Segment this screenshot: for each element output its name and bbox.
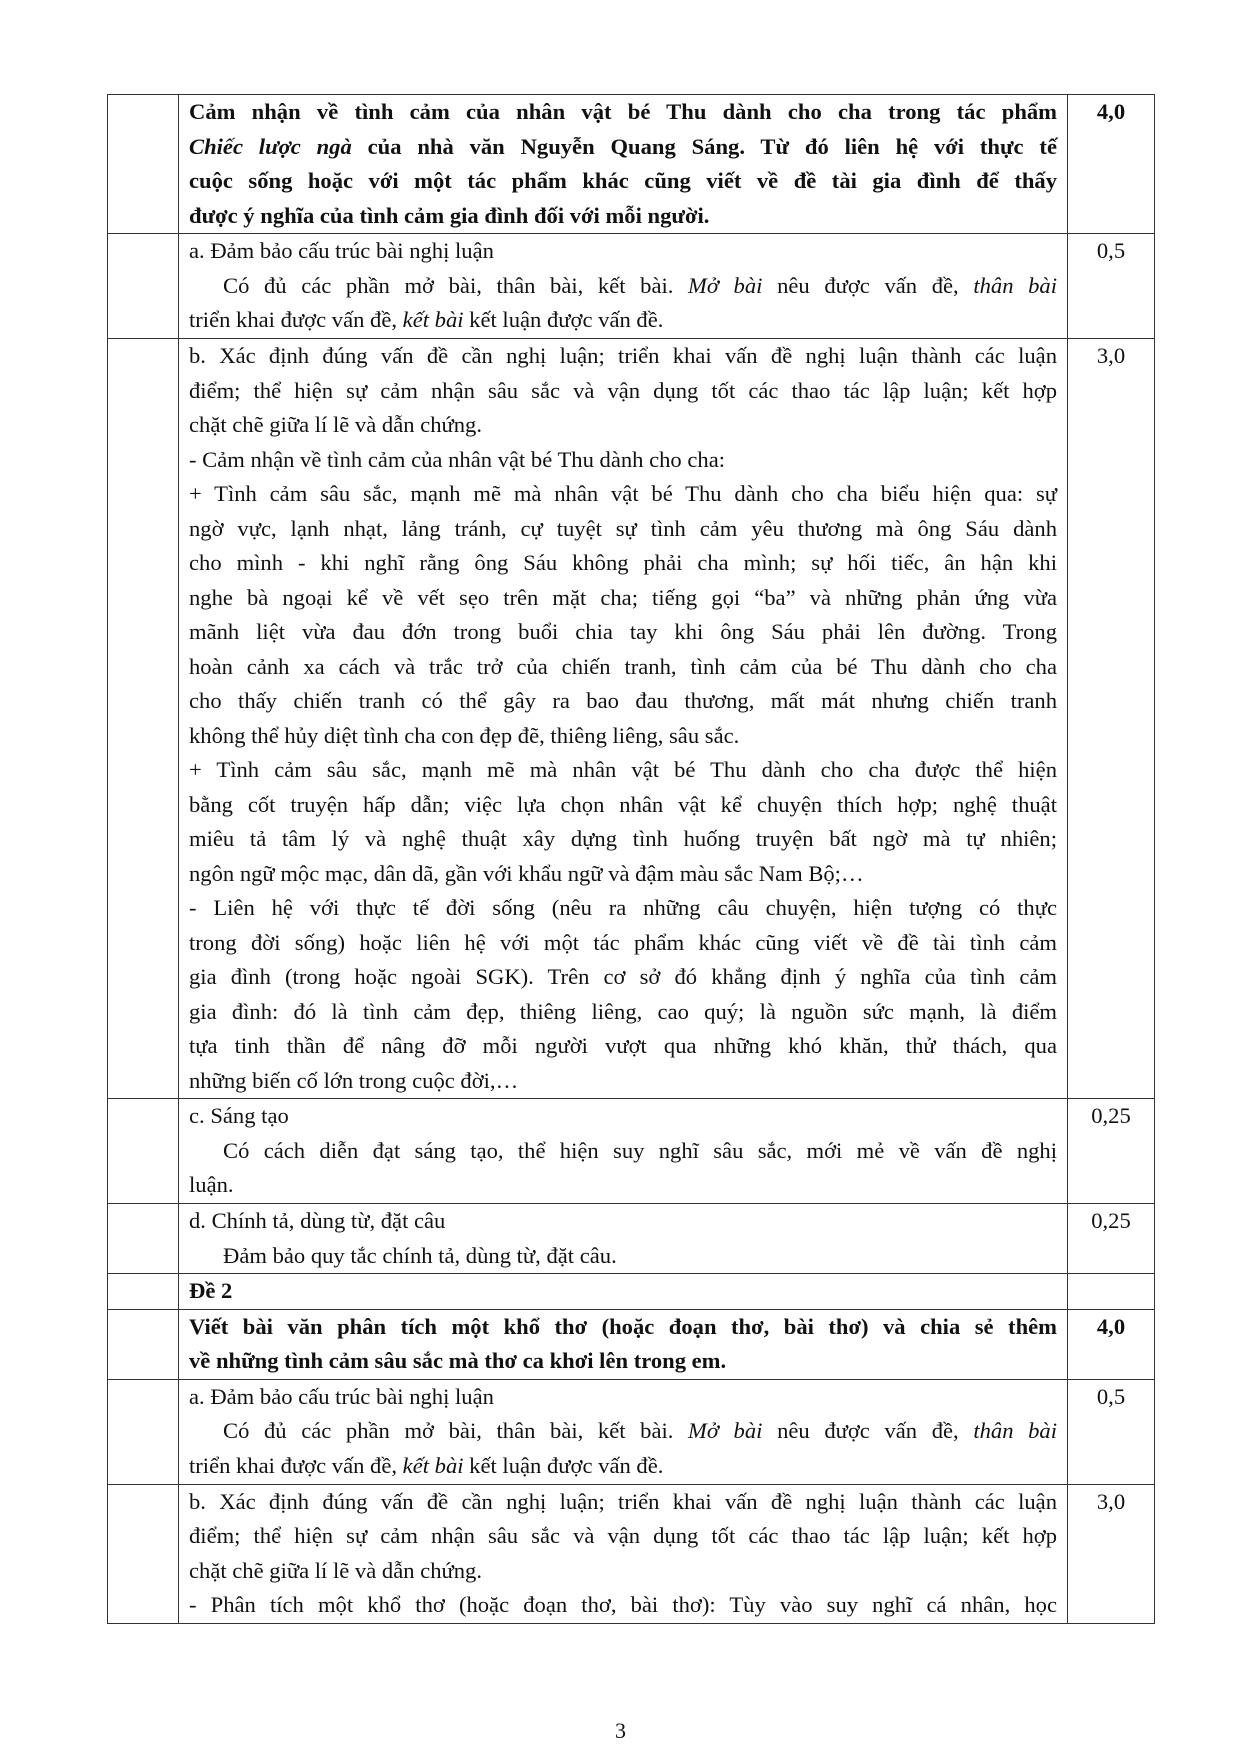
section-heading bbox=[179, 1274, 1068, 1310]
text-line: hoàn cảnh xa cách và trắc trở của chiến tranh, tình cảm của bé Thu dành cho cha bbox=[189, 653, 1057, 679]
text-line: điểm; thể hiện sự cảm nhận sâu sắc và vận dụng tốt các thao tác lập luận; kết hợp bbox=[189, 1523, 1057, 1548]
table-row bbox=[108, 1484, 1155, 1623]
score-cell bbox=[1068, 234, 1155, 339]
empty-cell bbox=[108, 1274, 179, 1310]
score-value: 4,0 bbox=[1096, 99, 1126, 124]
text-line: b. Xác định đúng vấn đề cần nghị luận; triển khai vấn đề nghị luận thành các luận bbox=[189, 1488, 1057, 1514]
text-line: nghe bà ngoại kể về vết sẹo trên mặt cha; tiếng gọi “ba” và những phản ứng vừa bbox=[189, 584, 1057, 610]
text-line: - Phân tích một khổ thơ (hoặc đoạn thơ, bài thơ): Tùy vào suy nghĩ cá nhân, học bbox=[189, 1592, 1057, 1617]
empty-cell bbox=[108, 1204, 179, 1274]
score-cell bbox=[1068, 95, 1155, 234]
question-de2 bbox=[179, 1309, 1068, 1379]
score-value: 0,5 bbox=[1096, 238, 1126, 263]
text-line: gia đình: đó là tình cảm đẹp, thiêng liêng, cao quý; là nguồn sức mạnh, là điểm bbox=[189, 998, 1057, 1024]
text-line: Đảm bảo quy tắc chính tả, dùng từ, đặt câu. bbox=[223, 1242, 617, 1268]
score-value: 0,5 bbox=[1096, 1383, 1126, 1409]
text-line: cuộc sống hoặc với một tác phẩm khác cũng viết về đề tài gia đình để thấy bbox=[189, 168, 1057, 193]
criterion-title: d. Chính tả, dùng từ, đặt câu bbox=[189, 1208, 446, 1233]
text-span: Mở bài bbox=[688, 272, 763, 298]
empty-score-cell bbox=[1068, 1274, 1155, 1310]
criterion-title: a. Đảm bảo cấu trúc bài nghị luận bbox=[189, 1383, 494, 1409]
text-line: bằng cốt truyện hấp dẫn; việc lựa chọn nhân vật kể chuyện thích hợp; nghệ thuật bbox=[189, 791, 1057, 817]
empty-cell bbox=[108, 1099, 179, 1204]
text-line bbox=[189, 269, 1057, 304]
text-line: tựa tinh thần để nâng đỡ mỗi người vượt qua những khó khăn, thử thách, qua bbox=[189, 1033, 1057, 1058]
criterion-title: a. Đảm bảo cấu trúc bài nghị luận bbox=[189, 238, 494, 263]
criterion-title: c. Sáng tạo bbox=[189, 1103, 289, 1128]
text-span: triển khai được vấn đề, bbox=[189, 307, 403, 332]
text-line: Viết bài văn phân tích một khổ thơ (hoặc đoạn thơ, bài thơ) và chia sẻ thêm bbox=[189, 1313, 1057, 1339]
empty-cell bbox=[108, 1379, 179, 1484]
text-line: được ý nghĩa của tình cảm gia đình đối với mỗi người. bbox=[189, 202, 710, 228]
text-line: Cảm nhận về tình cảm của nhân vật bé Thu dành cho cha trong tác phẩm bbox=[189, 99, 1057, 124]
text-span: kết bài bbox=[402, 307, 464, 332]
text-span: Có đủ các phần mở bài, thân bài, kết bài. bbox=[223, 1418, 689, 1443]
text-line: chặt chẽ giữa lí lẽ và dẫn chứng. bbox=[189, 412, 482, 437]
table-row bbox=[108, 1204, 1155, 1274]
text-line: - Liên hệ với thực tế đời sống (nêu ra những câu chuyện, hiện tượng có thực bbox=[189, 895, 1057, 920]
table-row bbox=[108, 1309, 1155, 1379]
score-value: 3,0 bbox=[1096, 1488, 1126, 1514]
table-row bbox=[108, 234, 1155, 339]
table-row bbox=[108, 1099, 1155, 1204]
table-row bbox=[108, 1379, 1155, 1484]
text-line: về những tình cảm sâu sắc mà thơ ca khơi lên trong em. bbox=[189, 1348, 727, 1373]
question-de1 bbox=[179, 95, 1068, 234]
text-line: gia đình (trong hoặc ngoài SGK). Trên cơ sở đó khẳng định ý nghĩa của tình cảm bbox=[189, 964, 1057, 989]
table-row bbox=[108, 339, 1155, 1099]
text-span: thân bài bbox=[973, 272, 1057, 298]
text-line: mãnh liệt vừa đau đớn trong buổi chia tay khi ông Sáu phải lên đường. Trong bbox=[189, 619, 1057, 644]
text-line: b. Xác định đúng vấn đề cần nghị luận; triển khai vấn đề nghị luận thành các luận bbox=[189, 343, 1057, 368]
score-cell bbox=[1068, 1309, 1155, 1379]
criterion-c bbox=[179, 1099, 1068, 1204]
table-row bbox=[108, 95, 1155, 234]
empty-cell bbox=[108, 234, 179, 339]
text-span: nêu được vấn đề, bbox=[762, 1418, 974, 1443]
text-span: của nhà văn Nguyễn Quang Sáng. Từ đó liên hệ với thực tế bbox=[351, 133, 1057, 159]
text-span: Có đủ các phần mở bài, thân bài, kết bài. bbox=[223, 272, 689, 298]
page-number: 3 bbox=[615, 1718, 626, 1743]
text-span: triển khai được vấn đề, bbox=[189, 1452, 403, 1478]
text-line: + Tình cảm sâu sắc, mạnh mẽ mà nhân vật bé Thu dành cho cha được thể hiện bbox=[189, 757, 1057, 782]
text-line: không thể hủy diệt tình cha con đẹp đẽ, thiêng liêng, sâu sắc. bbox=[189, 722, 740, 748]
text-span: kết luận được vấn đề. bbox=[463, 1452, 664, 1478]
criterion-a bbox=[179, 1379, 1068, 1484]
score-value: 0,25 bbox=[1091, 1103, 1131, 1128]
text-line bbox=[189, 303, 1057, 338]
empty-cell bbox=[108, 1309, 179, 1379]
de2-heading: Đề 2 bbox=[189, 1278, 233, 1303]
text-line: ngôn ngữ mộc mạc, dân dã, gần với khẩu ngữ và đậm màu sắc Nam Bộ;… bbox=[189, 860, 864, 886]
work-title: Chiếc lược ngà bbox=[189, 133, 352, 159]
text-span: thân bài bbox=[973, 1418, 1057, 1443]
empty-cell bbox=[108, 339, 179, 1099]
text-span: kết bài bbox=[402, 1452, 464, 1478]
criterion-a bbox=[179, 234, 1068, 339]
text-line: những biến cố lớn trong cuộc đời,… bbox=[189, 1067, 519, 1093]
text-span: nêu được vấn đề, bbox=[762, 272, 974, 298]
text-line: chặt chẽ giữa lí lẽ và dẫn chứng. bbox=[189, 1557, 482, 1583]
empty-cell bbox=[108, 1484, 179, 1623]
empty-cell bbox=[108, 95, 179, 234]
text-line: miêu tả tâm lý và nghệ thuật xây dựng tình huống truyện bất ngờ mà tự nhiên; bbox=[189, 826, 1057, 851]
text-line: Có cách diễn đạt sáng tạo, thể hiện suy nghĩ sâu sắc, mới mẻ về vấn đề nghị bbox=[223, 1137, 1057, 1163]
score-value: 0,25 bbox=[1091, 1208, 1131, 1233]
score-cell bbox=[1068, 339, 1155, 1099]
text-line bbox=[189, 130, 1057, 165]
score-cell bbox=[1068, 1099, 1155, 1204]
text-line: ngờ vực, lạnh nhạt, lảng tránh, cự tuyệt sự tình cảm yêu thương mà ông Sáu dành bbox=[189, 515, 1057, 541]
criterion-b bbox=[179, 339, 1068, 1099]
text-span: kết luận được vấn đề. bbox=[463, 307, 664, 332]
criterion-b bbox=[179, 1484, 1068, 1623]
text-span: Mở bài bbox=[688, 1418, 763, 1443]
score-cell bbox=[1068, 1484, 1155, 1623]
text-line: cho mình - khi nghĩ rằng ông Sáu không phải cha mình; sự hối tiếc, ân hận khi bbox=[189, 550, 1057, 575]
text-line: luận. bbox=[189, 1172, 234, 1197]
text-line: + Tình cảm sâu sắc, mạnh mẽ mà nhân vật bé Thu dành cho cha biểu hiện qua: sự bbox=[189, 481, 1057, 506]
text-line: trong đời sống) hoặc liên hệ với một tác phẩm khác cũng viết về đề tài tình cảm bbox=[189, 929, 1057, 955]
score-value: 3,0 bbox=[1096, 343, 1126, 368]
score-cell bbox=[1068, 1204, 1155, 1274]
criterion-d bbox=[179, 1204, 1068, 1274]
text-line bbox=[189, 1414, 1057, 1449]
score-value: 4,0 bbox=[1096, 1313, 1126, 1339]
text-line: - Cảm nhận về tình cảm của nhân vật bé Thu dành cho cha: bbox=[189, 446, 726, 472]
text-line bbox=[189, 1449, 1057, 1484]
answer-key-table bbox=[107, 94, 1155, 1624]
score-cell bbox=[1068, 1379, 1155, 1484]
text-line: cho thấy chiến tranh có thể gây ra bao đau thương, mất mát nhưng chiến tranh bbox=[189, 688, 1057, 713]
text-line: điểm; thể hiện sự cảm nhận sâu sắc và vận dụng tốt các thao tác lập luận; kết hợp bbox=[189, 377, 1057, 403]
table-row bbox=[108, 1274, 1155, 1310]
